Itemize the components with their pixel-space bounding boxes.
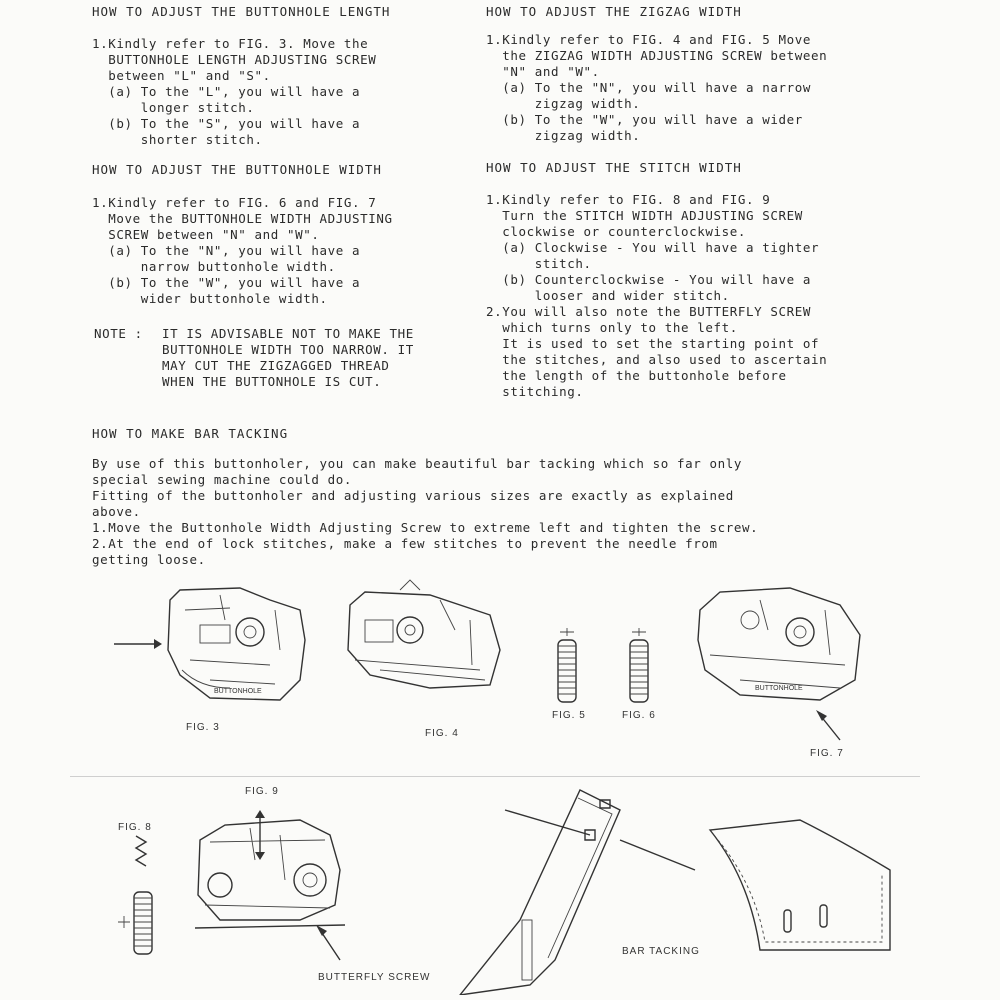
text-line: 1.Kindly refer to FIG. 3. Move the	[92, 36, 369, 51]
text-line: "N" and "W".	[486, 64, 600, 79]
heading-stitch-width: HOW TO ADJUST THE STITCH WIDTH	[486, 160, 742, 175]
text-line: BUTTONHOLE WIDTH TOO NARROW. IT	[162, 342, 414, 357]
text-line: SCREW between "N" and "W".	[92, 227, 320, 242]
text-line: getting loose.	[92, 552, 206, 567]
text-line: BUTTONHOLE LENGTH ADJUSTING SCREW	[92, 52, 377, 67]
text-line: (a) To the "N", you will have a	[92, 243, 361, 258]
fig5-zigzag-spring-drawing	[558, 628, 576, 702]
text-line: zigzag width.	[486, 128, 641, 143]
arrow-icon	[114, 639, 162, 649]
heading-bar-tacking: HOW TO MAKE BAR TACKING	[92, 426, 289, 441]
figure-divider	[70, 776, 920, 777]
text-line: the ZIGZAG WIDTH ADJUSTING SCREW between	[486, 48, 828, 63]
text-line: clockwise or counterclockwise.	[486, 224, 747, 239]
arrow-icon	[316, 925, 340, 960]
text-line: MAY CUT THE ZIGZAGGED THREAD	[162, 358, 390, 373]
fig7-buttonholer-drawing	[698, 588, 860, 700]
heading-zigzag-width: HOW TO ADJUST THE ZIGZAG WIDTH	[486, 4, 742, 19]
text-line: 2.At the end of lock stitches, make a few stitches to prevent the needle from	[92, 536, 718, 551]
figures-top	[100, 570, 920, 770]
text-line: 1.Kindly refer to FIG. 8 and FIG. 9	[486, 192, 771, 207]
text-line: longer stitch.	[92, 100, 255, 115]
bar-tacking-garment-drawing	[460, 790, 695, 995]
heading-buttonhole-length: HOW TO ADJUST THE BUTTONHOLE LENGTH	[92, 4, 391, 19]
fig6-caption: FIG. 6	[622, 710, 656, 721]
fig7-caption: FIG. 7	[810, 748, 844, 759]
text-line: (b) To the "W", you will have a wider	[486, 112, 803, 127]
fig6-buttonhole-spring-drawing	[630, 628, 648, 702]
bar-tacking-panel-drawing	[710, 820, 890, 950]
heading-buttonhole-width: HOW TO ADJUST THE BUTTONHOLE WIDTH	[92, 162, 382, 177]
arrow-icon	[816, 710, 840, 740]
text-line: special sewing machine could do.	[92, 472, 353, 487]
text-line: (a) To the "L", you will have a	[92, 84, 361, 99]
text-line: (a) Clockwise - You will have a tighter	[486, 240, 820, 255]
bar-tacking-caption: BAR TACKING	[622, 946, 700, 957]
fig3-buttonholer-drawing	[168, 588, 305, 700]
text-line: Turn the STITCH WIDTH ADJUSTING SCREW	[486, 208, 803, 223]
butterfly-screw-caption: BUTTERFLY SCREW	[318, 972, 431, 983]
text-line: 1.Kindly refer to FIG. 4 and FIG. 5 Move	[486, 32, 812, 47]
text-line: stitching.	[486, 384, 584, 399]
figures-bottom	[100, 780, 920, 995]
svg-text:BUTTONHOLE: BUTTONHOLE	[755, 685, 803, 692]
text-line: which turns only to the left.	[486, 320, 738, 335]
buttonhole-width-text	[92, 195, 393, 307]
text-line: IT IS ADVISABLE NOT TO MAKE THE	[162, 326, 414, 341]
fig5-caption: FIG. 5	[552, 710, 586, 721]
text-line: wider buttonhole width.	[92, 291, 328, 306]
fig3-caption: FIG. 3	[186, 722, 220, 733]
text-line: (b) To the "W", you will have a	[92, 275, 361, 290]
text-line: 1.Move the Buttonhole Width Adjusting Screw to extreme left and tighten the screw.	[92, 520, 759, 535]
stitch-width-text	[486, 192, 827, 400]
text-line: the stitches, and also used to ascertain	[486, 352, 828, 367]
text-line: the length of the buttonhole before	[486, 368, 787, 383]
fig8-spring-drawing	[118, 892, 152, 954]
text-line: between "L" and "S".	[92, 68, 271, 83]
text-line: WHEN THE BUTTONHOLE IS CUT.	[162, 374, 382, 389]
fig9-buttonholer-drawing	[195, 810, 345, 928]
text-line: Move the BUTTONHOLE WIDTH ADJUSTING	[92, 211, 393, 226]
text-line: looser and wider stitch.	[486, 288, 730, 303]
svg-text:BUTTONHOLE: BUTTONHOLE	[214, 688, 262, 695]
text-line: narrow buttonhole width.	[92, 259, 336, 274]
text-line: It is used to set the starting point of	[486, 336, 820, 351]
text-line: By use of this buttonholer, you can make beautiful bar tacking which so far only	[92, 456, 743, 471]
text-line: above.	[92, 504, 141, 519]
note-label: NOTE :	[94, 326, 143, 341]
fig4-buttonholer-drawing	[348, 580, 500, 688]
text-line: Fitting of the buttonholer and adjusting various sizes are exactly as explained	[92, 488, 734, 503]
fig8-caption: FIG. 8	[118, 822, 152, 833]
note-text	[162, 326, 414, 390]
fig8-zigzag-icon	[136, 836, 146, 866]
buttonhole-length-text	[92, 36, 376, 148]
fig4-caption: FIG. 4	[425, 728, 459, 739]
text-line: 1.Kindly refer to FIG. 6 and FIG. 7	[92, 195, 377, 210]
text-line: zigzag width.	[486, 96, 641, 111]
text-line: 2.You will also note the BUTTERFLY SCREW	[486, 304, 812, 319]
fig9-caption: FIG. 9	[245, 786, 279, 797]
text-line: (b) To the "S", you will have a	[92, 116, 361, 131]
text-line: stitch.	[486, 256, 592, 271]
bar-tacking-text	[92, 456, 758, 568]
zigzag-width-text	[486, 32, 827, 144]
text-line: shorter stitch.	[92, 132, 263, 147]
text-line: (a) To the "N", you will have a narrow	[486, 80, 812, 95]
text-line: (b) Counterclockwise - You will have a	[486, 272, 812, 287]
